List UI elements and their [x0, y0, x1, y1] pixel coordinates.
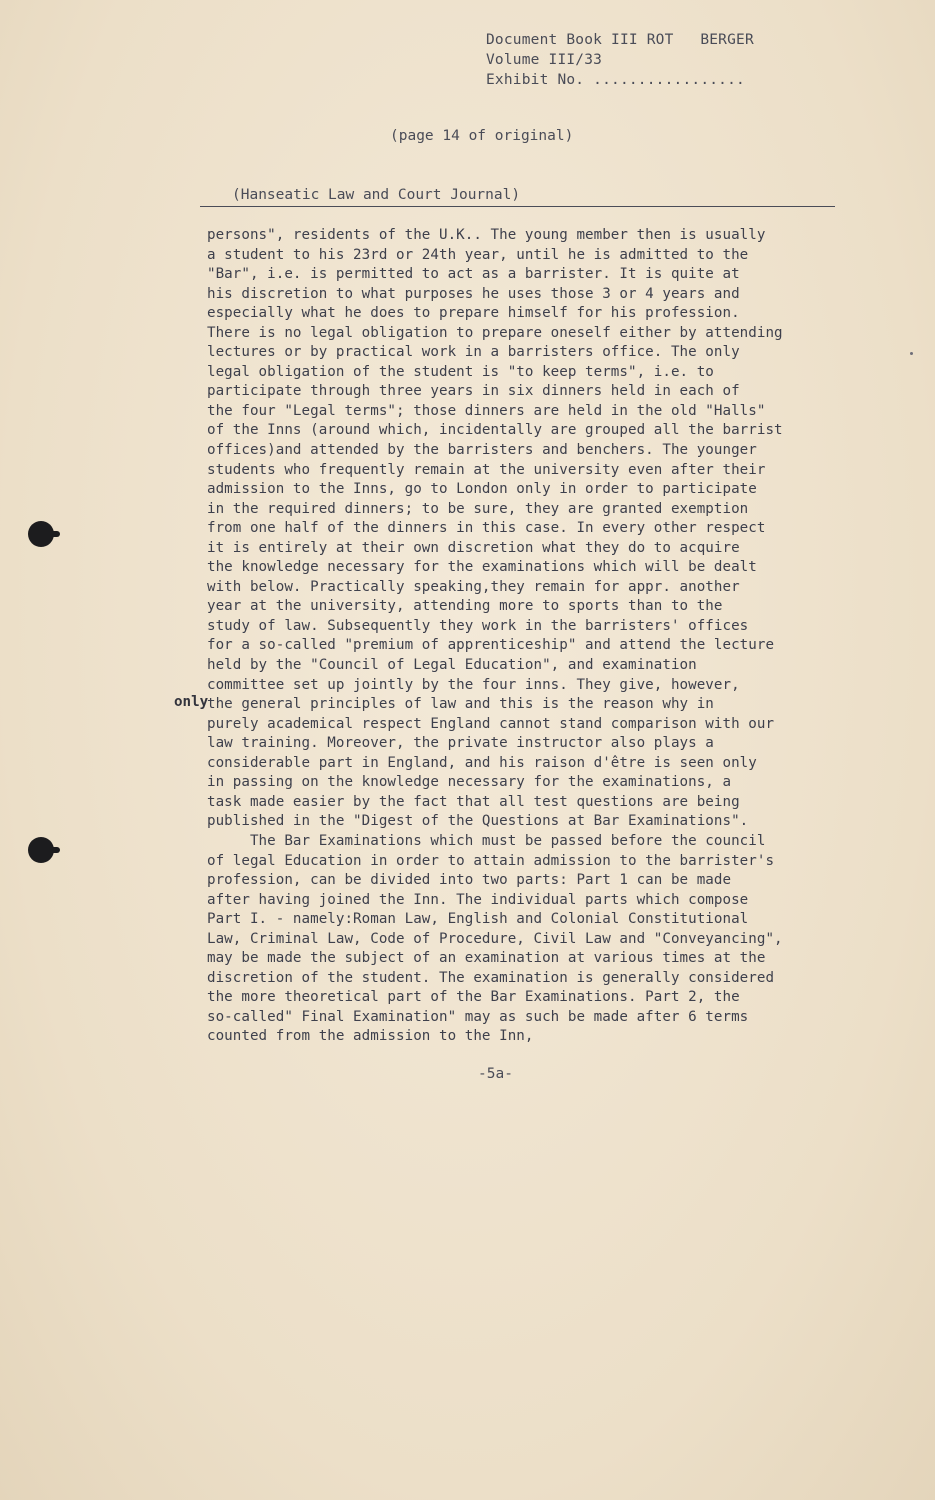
- body-line: offices)and attended by the barristers and benchers. The younger: [207, 442, 757, 459]
- body-line: for a so-called "premium of apprenticeship" and attend the lecture: [207, 637, 775, 654]
- body-line: lectures or by practical work in a barristers office. The only: [207, 344, 740, 361]
- body-line: Law, Criminal Law, Code of Procedure, Civil Law and "Conveyancing",: [207, 930, 783, 947]
- body-line: it is entirely at their own discretion what they do to acquire: [207, 539, 740, 556]
- body-line: profession, can be divided into two parts: Part 1 can be made: [207, 872, 732, 889]
- body-line: committee set up jointly by the four inns. They give, however,: [207, 676, 740, 693]
- body-line: persons", residents of the U.K.. The young member then is usually: [207, 227, 766, 243]
- body-line: especially what he does to prepare himself for his profession.: [207, 305, 740, 322]
- page-note: (page 14 of original): [390, 128, 574, 144]
- body-line: of legal Education in order to attain admission to the barrister's: [207, 852, 775, 869]
- body-line: after having joined the Inn. The individual parts which compose: [207, 891, 749, 908]
- body-line: the more theoretical part of the Bar Examinations. Part 2, the: [207, 989, 740, 1006]
- body-line: Part I. - namely:Roman Law, English and Colonial Constitutional: [207, 911, 749, 928]
- body-line: published in the "Digest of the Questions at Bar Examinations".: [207, 813, 749, 830]
- margin-annotation: only: [174, 694, 209, 710]
- volume-line: Volume III/33: [486, 52, 603, 68]
- body-line: his discretion to what purposes he uses those 3 or 4 years and: [207, 285, 740, 302]
- body-line: students who frequently remain at the university even after their: [207, 461, 766, 478]
- body-line: in the required dinners; to be sure, they are granted exemption: [207, 500, 749, 517]
- exhibit-line: Exhibit No. .................: [486, 72, 745, 88]
- document-header: [486, 30, 806, 90]
- page-number: -5a-: [478, 1066, 513, 1082]
- body-line: may be made the subject of an examination at various times at the: [207, 950, 766, 967]
- body-line: the general principles of law and this is the reason why in: [207, 696, 714, 713]
- body-line: from one half of the dinners in this case. In every other respect: [207, 520, 766, 537]
- body-line: so-called" Final Examination" may as such be made after 6 terms: [207, 1008, 749, 1025]
- body-line: counted from the admission to the Inn,: [207, 1028, 534, 1045]
- body-line: There is no legal obligation to prepare oneself either by attending: [207, 324, 783, 341]
- body-line: law training. Moreover, the private instructor also plays a: [207, 735, 714, 752]
- body-text: [207, 226, 867, 1047]
- body-line: discretion of the student. The examination is generally considered: [207, 969, 775, 986]
- body-line: purely academical respect England cannot stand comparison with our: [207, 715, 775, 732]
- body-line: in passing on the knowledge necessary for the examinations, a: [207, 774, 732, 791]
- body-line: participate through three years in six dinners held in each of: [207, 383, 740, 400]
- body-line: the knowledge necessary for the examinations which will be dealt: [207, 559, 757, 576]
- body-line: task made easier by the fact that all test questions are being: [207, 793, 740, 810]
- body-line: held by the "Council of Legal Education", and examination: [207, 657, 697, 674]
- body-line: year at the university, attending more to sports than to the: [207, 598, 723, 615]
- body-line: legal obligation of the student is "to keep terms", i.e. to: [207, 363, 714, 380]
- body-line: the four "Legal terms"; those dinners are held in the old "Halls": [207, 402, 766, 419]
- document-book-line: Document Book III ROT BERGER: [486, 32, 754, 48]
- body-line: of the Inns (around which, incidentally are grouped all the barrist: [207, 422, 783, 439]
- source-title: (Hanseatic Law and Court Journal): [232, 187, 521, 203]
- body-line: The Bar Examinations which must be passed before the council: [207, 832, 766, 849]
- body-line: a student to his 23rd or 24th year, until he is admitted to the: [207, 246, 749, 263]
- body-line: with below. Practically speaking,they remain for appr. another: [207, 578, 740, 595]
- body-line: "Bar", i.e. is permitted to act as a barrister. It is quite at: [207, 266, 740, 283]
- body-line: admission to the Inns, go to London only in order to participate: [207, 481, 757, 498]
- body-line: considerable part in England, and his raison d'être is seen only: [207, 754, 757, 771]
- punch-hole-lower: [28, 837, 54, 863]
- punch-hole-upper: [28, 521, 54, 547]
- paper-speck: [910, 352, 913, 355]
- body-line: study of law. Subsequently they work in the barristers' offices: [207, 617, 749, 634]
- title-underline: [200, 206, 835, 207]
